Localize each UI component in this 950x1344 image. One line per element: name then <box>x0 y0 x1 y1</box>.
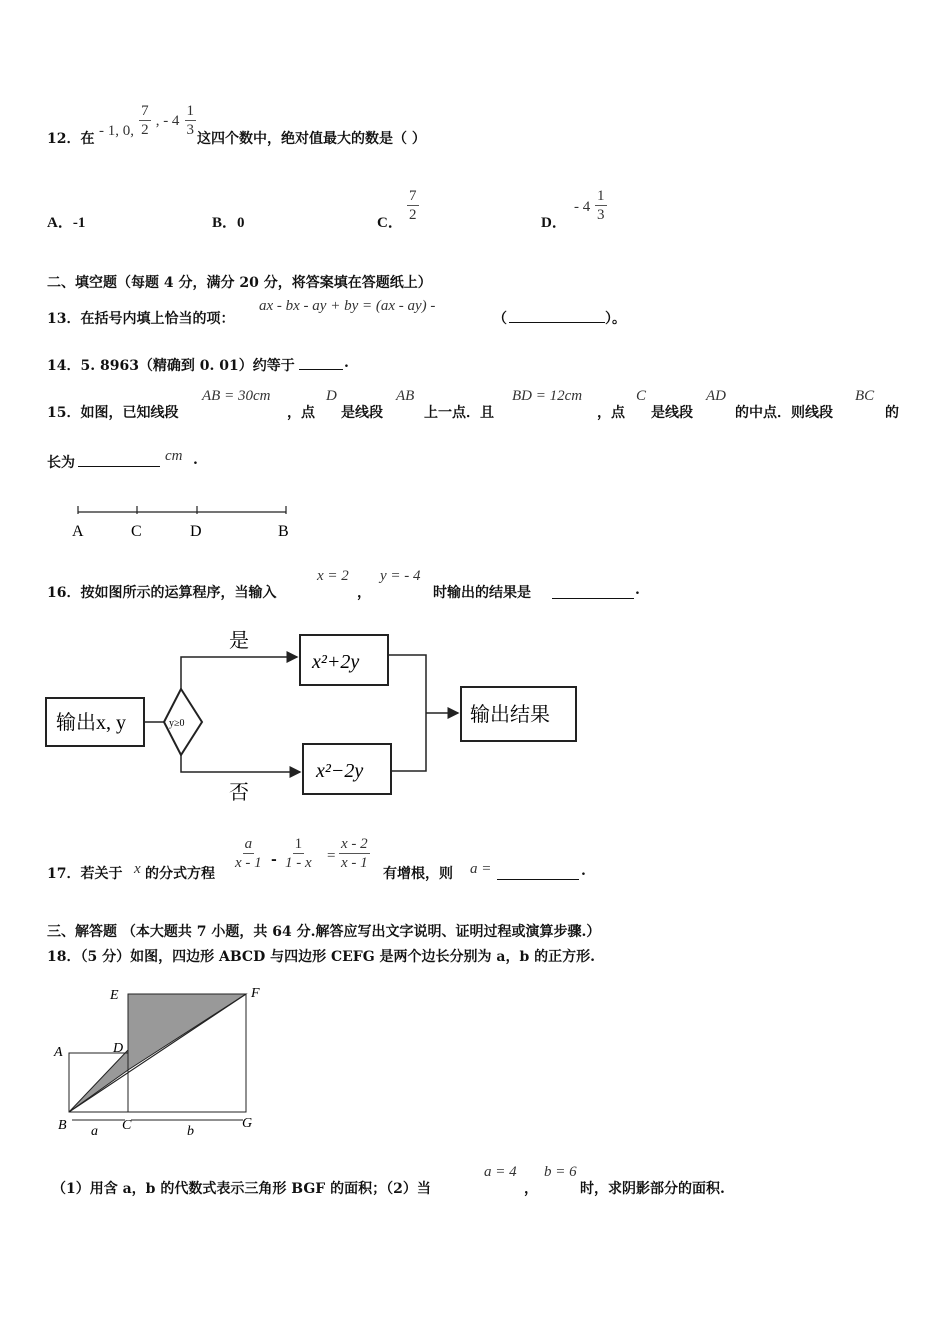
q17-text: 17．若关于 <box>47 866 123 882</box>
label-a: A <box>72 523 84 540</box>
q12-list-prefix: - 1, 0, <box>99 123 134 139</box>
q15-line2-text: 长为 <box>47 455 75 471</box>
q15-point-c: C <box>636 388 647 404</box>
q12-text: 这四个数中，绝对值最大的数是（ ） <box>197 131 426 147</box>
q12-option-d: D． <box>541 215 567 231</box>
q13-paren-open: （ <box>493 311 507 327</box>
q15-t2: 是线段 <box>341 405 383 421</box>
label-a: A <box>54 1045 63 1060</box>
flow-condition-text: y≥0 <box>169 718 185 729</box>
q15-ab-length: AB = 30cm <box>202 388 271 404</box>
q15-segment-ad: AD <box>706 388 726 404</box>
flow-yes-arrow <box>181 657 297 689</box>
flow-box-bottom-text: x²−2y <box>316 760 364 782</box>
q15-segment-bc: BC <box>855 388 875 404</box>
q15-t7: 的 <box>885 405 899 421</box>
q14-text: 14．5. 8963（精确到 0. 01）约等于 <box>47 358 295 374</box>
q12-number: 12．在 <box>47 131 95 147</box>
q18-comma: ， <box>524 1181 538 1197</box>
flow-no-arrow <box>181 755 300 772</box>
q12-fraction-1-3: $\frac{1}{3}$ <box>186 103 195 138</box>
q12-option-d-fraction: $\frac{1}{3}$ <box>597 188 605 223</box>
label-f: F <box>251 986 260 1001</box>
q16-text: 16．按如图所示的运算程序，当输入 <box>47 585 277 601</box>
question-14 <box>47 355 447 377</box>
section-3-heading: 三、解答题 （本大题共 7 小题，共 64 分.解答应写出文字说明、证明过程或演算步骤.） <box>47 924 601 940</box>
q12-fraction-7-2: $\frac{7}{2}$ <box>141 103 149 138</box>
q12-options <box>47 185 647 235</box>
flow-no-label: 否 <box>229 782 249 804</box>
q17-a-equals: a = <box>470 861 492 877</box>
q12-option-b: B．0 <box>212 215 245 231</box>
label-side-a: a <box>91 1124 98 1139</box>
q16-end: . <box>635 582 640 598</box>
q17-fraction-1: $\frac{a}{x - 1}$ <box>235 836 262 871</box>
q15-dot: . <box>193 452 198 468</box>
label-b-point: B <box>58 1118 67 1133</box>
q12-option-c-fraction: $\frac{7}{2}$ <box>409 188 417 223</box>
q15-answer-blank[interactable] <box>78 466 160 467</box>
label-d: D <box>113 1041 124 1056</box>
q18-squares-figure <box>50 980 270 1140</box>
shaded-region-left <box>69 1050 128 1112</box>
flow-box-top-text: x²+2y <box>312 651 360 673</box>
q18-sub2: 时，求阴影部分的面积. <box>580 1181 725 1197</box>
q13-expression: ax - bx - ay + by = (ax - ay) - <box>259 298 436 314</box>
question-13 <box>47 298 667 328</box>
q15-t1: ，点 <box>287 405 315 421</box>
q15-point-d: D <box>326 388 337 404</box>
q17-equals: = <box>327 848 336 864</box>
q18-b-value: b = 6 <box>544 1164 577 1180</box>
q15-bd-length: BD = 12cm <box>512 388 583 404</box>
q16-comma: ， <box>357 585 371 601</box>
flow-output-text: 输出结果 <box>470 704 550 726</box>
q12-number-list <box>99 102 196 139</box>
q16-y-value: y = - 4 <box>380 568 421 584</box>
flow-input-text: 输出x, y <box>56 712 126 734</box>
q15-num: 15．如图，已知线段 <box>47 405 179 421</box>
label-c: C <box>122 1118 132 1133</box>
q17-minus: - <box>271 852 277 868</box>
q14-end: . <box>344 355 349 371</box>
question-18: 18．（5 分）如图，四边形 ABCD 与四边形 CEFG 是两个边长分别为 a，b 的正方形. <box>47 949 596 965</box>
label-g: G <box>242 1116 253 1131</box>
q17-end: . <box>581 863 586 879</box>
q16-x-value: x = 2 <box>317 568 349 584</box>
label-b: B <box>278 523 289 540</box>
q16-flowchart <box>44 625 584 810</box>
q14-answer-blank[interactable] <box>299 369 343 370</box>
q17-t3: 有增根，则 <box>383 866 453 882</box>
q15-segment-figure <box>70 500 300 545</box>
q13-answer-blank[interactable] <box>509 322 605 323</box>
label-side-b: b <box>187 1124 194 1139</box>
section-2-heading: 二、填空题（每题 4 分，满分 20 分，将答案填在答题纸上） <box>47 275 432 291</box>
q17-var-x: x <box>134 861 141 877</box>
q15-t6: 的中点．则线段 <box>735 405 833 421</box>
q15-t4: ，点 <box>597 405 625 421</box>
q15-segment-ab: AB <box>396 388 415 404</box>
q15-t3: 上一点．且 <box>424 405 494 421</box>
q18-a-value: a = 4 <box>484 1164 517 1180</box>
q16-answer-blank[interactable] <box>552 598 634 599</box>
q13-text: 13．在括号内填上恰当的项： <box>47 311 235 327</box>
label-d: D <box>190 523 202 540</box>
question-15 <box>47 388 907 421</box>
q16-t2: 时输出的结果是 <box>433 585 531 601</box>
q17-fraction-3: $\frac{x - 2}{x - 1}$ <box>341 836 368 871</box>
flow-merge-line <box>388 655 426 771</box>
question-17 <box>47 835 647 885</box>
label-c: C <box>131 523 142 540</box>
q18-sub1: （1）用含 a，b 的代数式表示三角形 BGF 的面积；（2）当 <box>52 1181 431 1197</box>
q12-option-d-whole: - 4 <box>574 199 591 215</box>
q13-paren-close: ）。 <box>605 311 626 327</box>
q17-answer-blank[interactable] <box>497 879 579 880</box>
q17-t2: 的分式方程 <box>145 866 215 882</box>
q17-fraction-2: $\frac{1}{1 - x}$ <box>285 836 312 871</box>
q12-option-a: A．-1 <box>47 215 86 231</box>
flow-yes-label: 是 <box>229 630 249 652</box>
q15-t5: 是线段 <box>651 405 693 421</box>
question-16 <box>47 568 667 600</box>
q18-subquestions <box>52 1160 772 1197</box>
label-e: E <box>110 988 119 1003</box>
q12-option-c: C． <box>377 215 403 231</box>
q12-list-sep: , - 4 <box>155 113 180 129</box>
q15-line-2 <box>47 448 247 472</box>
q15-unit: cm <box>165 448 183 464</box>
